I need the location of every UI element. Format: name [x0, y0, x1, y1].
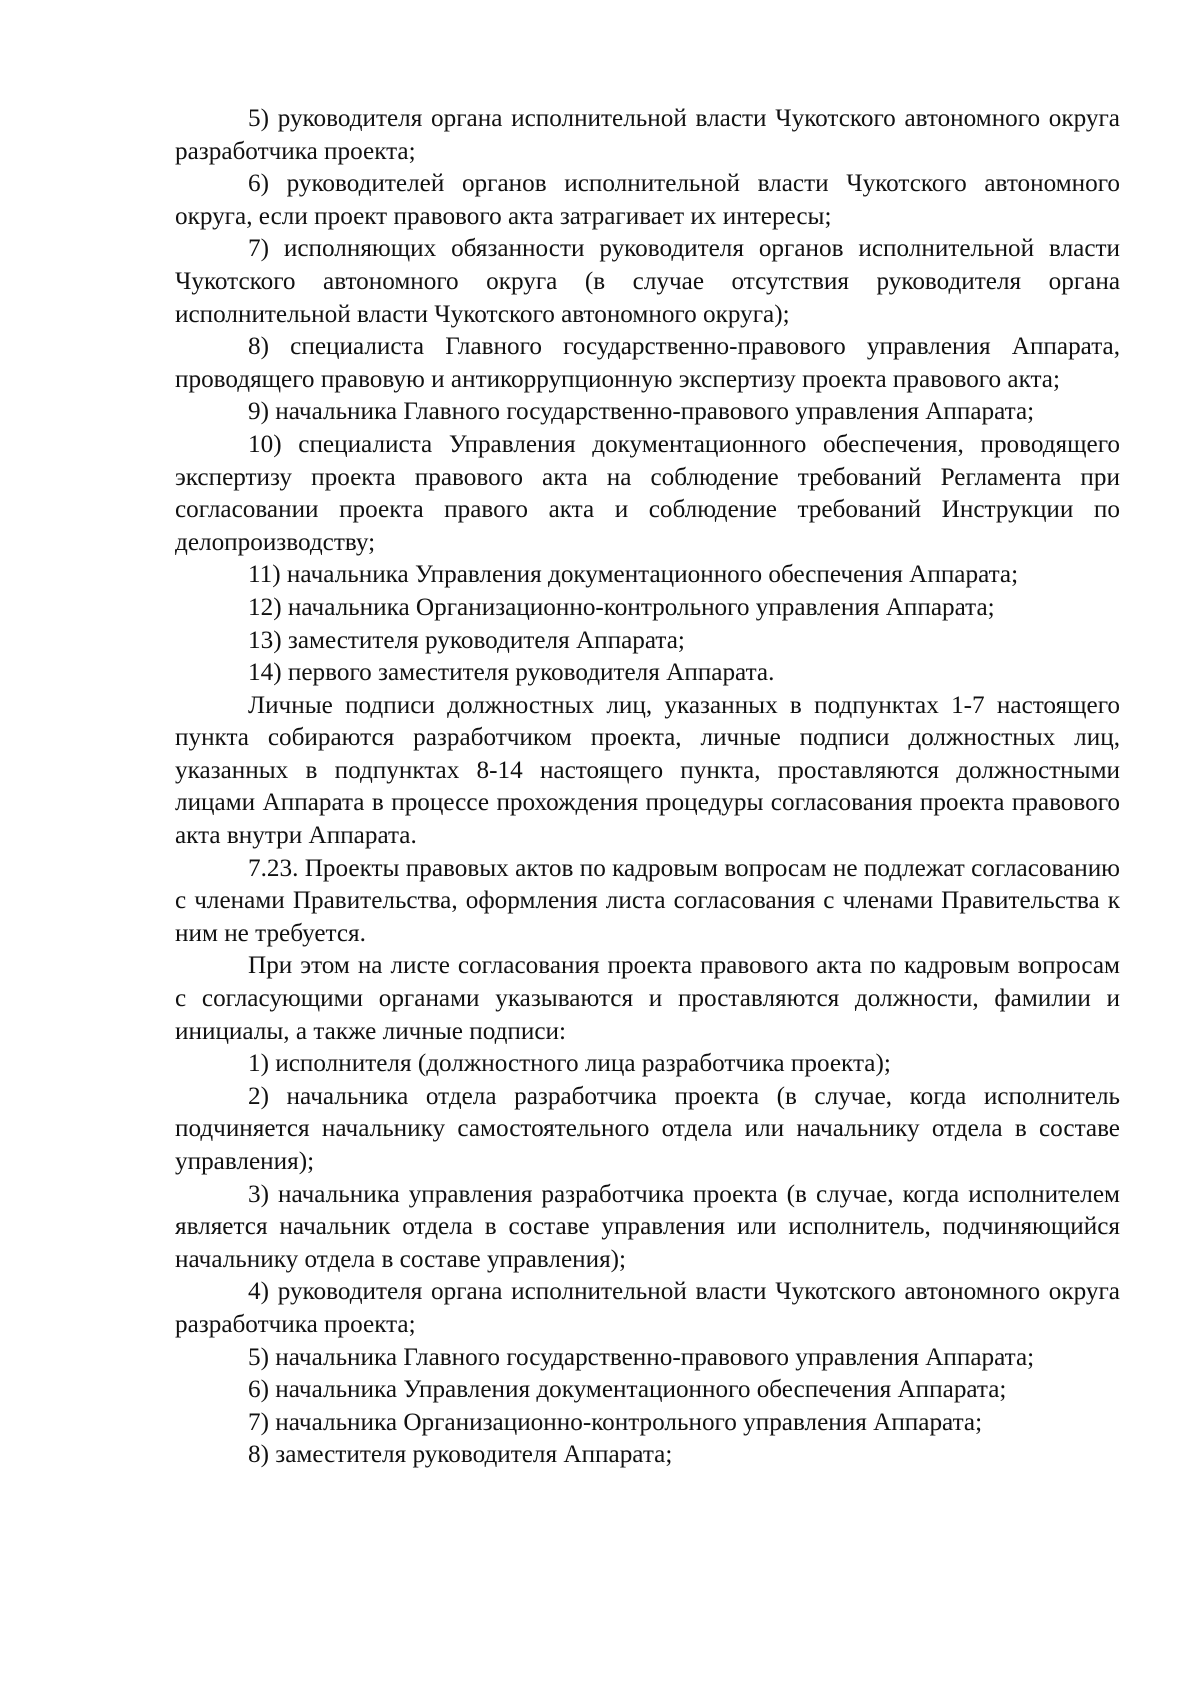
- personnel-item-1: 1) исполнителя (должностного лица разработчика проекта);: [248, 1050, 891, 1078]
- personnel-item-3: 3) начальника управления разработчика проекта (в случае, когда исполнителем является начальник отдела в составе управления или исполнитель, подчиняющийся начальнику отдела в составе управления);: [175, 1180, 1120, 1273]
- list-item-9-legal-head: 9) начальника Главного государственно-правового управления Аппарата;: [248, 398, 1035, 426]
- list-item-5-agency-head: 5) руководителя органа исполнительной власти Чукотского автономного округа разработчика проекта;: [175, 105, 1120, 165]
- personnel-item-8: 8) заместителя руководителя Аппарата;: [248, 1441, 673, 1469]
- document-page: [175, 103, 1120, 1472]
- personnel-item-6: 6) начальника Управления документационного обеспечения Аппарата;: [248, 1376, 1007, 1404]
- signatures-paragraph: Личные подписи должностных лиц, указанных в подпунктах 1-7 настоящего пункта собираются разработчиком проекта, личные подписи должностных лиц, указанных в подпунктах 8-14 настоящего пункта, проставляются должностными лицами Аппарата в процессе прохождения процедуры согласования проекта правового акта внутри Аппарата.: [175, 691, 1120, 850]
- section-7-23-paragraph: 7.23. Проекты правовых актов по кадровым вопросам не подлежат согласованию с членами Правительства, оформления листа согласования с членами Правительства к ним не требуется.: [175, 854, 1120, 947]
- list-item-11-docs-head: 11) начальника Управления документационного обеспечения Аппарата;: [248, 561, 1019, 589]
- list-item-6-agency-heads: 6) руководителей органов исполнительной власти Чукотского автономного округа, если проект правового акта затрагивает их интересы;: [175, 170, 1120, 230]
- list-item-13-deputy: 13) заместителя руководителя Аппарата;: [248, 626, 685, 654]
- list-item-10-docs-specialist: 10) специалиста Управления документационного обеспечения, проводящего экспертизу проекта правового акта на соблюдение требований Регламента при согласовании проекта правого акта и соблюдение требований Инструкции по делопроизводству;: [175, 430, 1120, 556]
- list-item-14-first-deputy: 14) первого заместителя руководителя Аппарата.: [248, 659, 775, 687]
- list-item-7-acting-heads: 7) исполняющих обязанности руководителя органов исполнительной власти Чукотского автономного округа (в случае отсутствия руководителя органа исполнительной власти Чукотского автономного округа);: [175, 235, 1120, 328]
- list-item-8-legal-specialist: 8) специалиста Главного государственно-правового управления Аппарата, проводящего правовую и антикоррупционную экспертизу проекта правового акта;: [175, 333, 1120, 393]
- list-item-12-control-head: 12) начальника Организационно-контрольного управления Аппарата;: [248, 593, 995, 621]
- personnel-approval-paragraph: При этом на листе согласования проекта правового акта по кадровым вопросам с согласующими органами указываются и проставляются должности, фамилии и инициалы, а также личные подписи:: [175, 952, 1120, 1045]
- personnel-item-4: 4) руководителя органа исполнительной власти Чукотского автономного округа разработчика проекта;: [175, 1278, 1120, 1338]
- personnel-item-7: 7) начальника Организационно-контрольного управления Аппарата;: [248, 1408, 983, 1436]
- personnel-item-5: 5) начальника Главного государственно-правового управления Аппарата;: [248, 1343, 1035, 1371]
- personnel-item-2: 2) начальника отдела разработчика проекта (в случае, когда исполнитель подчиняется начальнику самостоятельного отдела или начальнику отдела в составе управления);: [175, 1082, 1120, 1175]
